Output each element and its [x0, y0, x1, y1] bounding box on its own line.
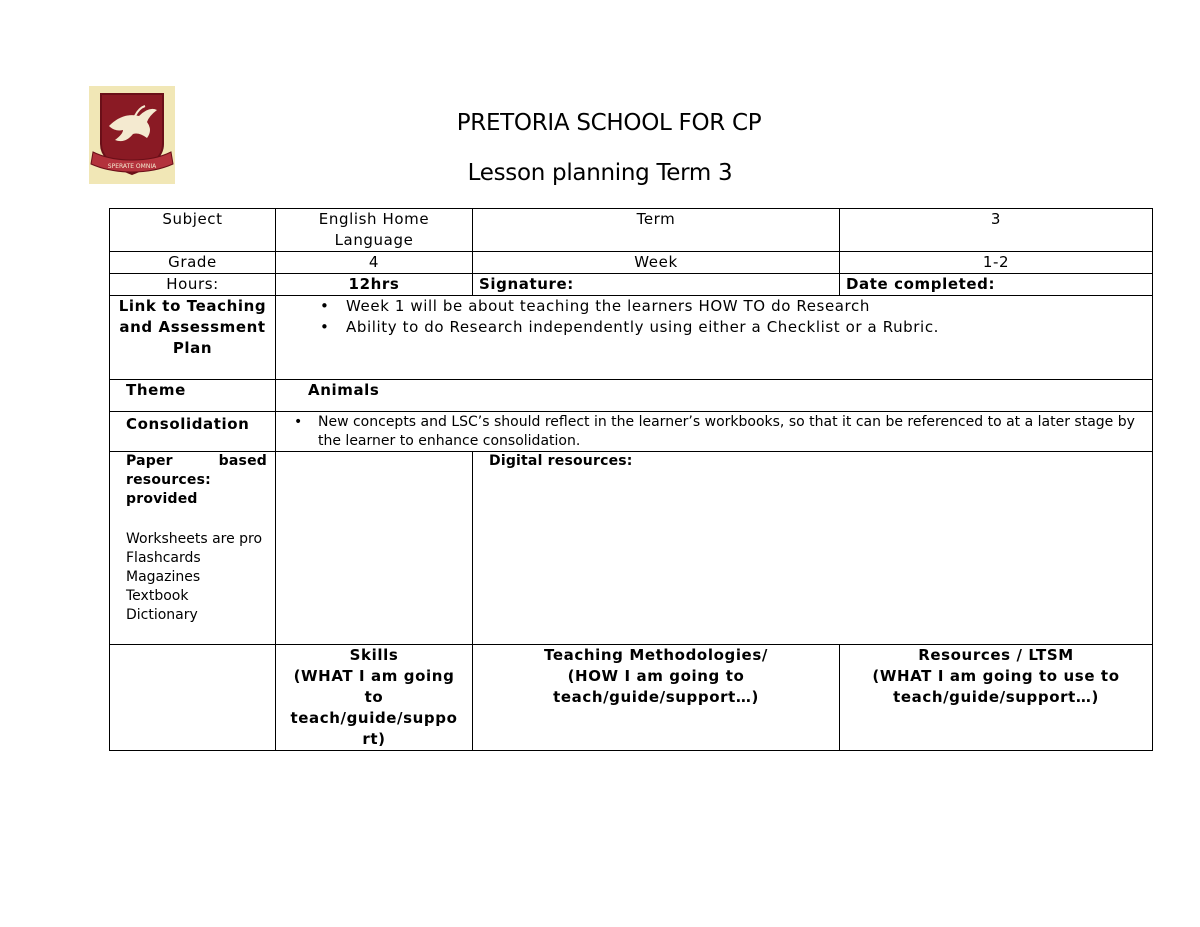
- hours-label: Hours:: [110, 274, 276, 296]
- week-value: 1-2: [840, 252, 1153, 274]
- resources-header: [840, 645, 1153, 751]
- link-label: Link to Teaching and Assessment Plan: [110, 296, 276, 380]
- term-value: 3: [840, 209, 1153, 252]
- digital-resources-label: Digital resources:: [473, 452, 1153, 645]
- list-item: Flashcards: [126, 550, 201, 566]
- consolidation-label: Consolidation: [110, 412, 276, 452]
- theme-value: Animals: [276, 380, 1153, 412]
- grade-label: Grade: [110, 252, 276, 274]
- resources-subtitle: (WHAT I am going to use to teach/guide/support…): [872, 667, 1120, 706]
- term-label: Term: [473, 209, 840, 252]
- signature-label: Signature:: [473, 274, 840, 296]
- week-label: Week: [473, 252, 840, 274]
- list-item: • Week 1 will be about teaching the learners HOW TO do Research: [346, 296, 1146, 317]
- table-row: [110, 645, 1153, 751]
- svg-text:SPERATE OMNIA: SPERATE OMNIA: [107, 163, 157, 170]
- subject-label: Subject: [110, 209, 276, 252]
- table-row: [110, 380, 1153, 412]
- skills-subtitle: (WHAT I am going to teach/guide/suppo rt): [290, 667, 458, 748]
- table-row: [110, 274, 1153, 296]
- list-item: • New concepts and LSC’s should reflect in the learner’s workbooks, so that it can be referenced to at a later stage by the learner to enhance consolidation.: [318, 413, 1146, 451]
- consolidation-content: [276, 412, 1153, 452]
- list-item: Textbook: [126, 588, 189, 604]
- table-row: [110, 452, 1153, 645]
- skills-header: [276, 645, 473, 751]
- theme-label: Theme: [110, 380, 276, 412]
- grade-value: 4: [276, 252, 473, 274]
- lesson-plan-table: [109, 208, 1153, 751]
- methods-header: [473, 645, 840, 751]
- methods-title: Teaching Methodologies/: [544, 646, 768, 664]
- blank-cell: [276, 452, 473, 645]
- consolidation-list: [282, 413, 1146, 451]
- blank-cell: [110, 645, 276, 751]
- link-list: [282, 296, 1146, 338]
- link-content: [276, 296, 1153, 380]
- table-row: [110, 412, 1153, 452]
- list-item: Dictionary: [126, 607, 198, 623]
- table-row: [110, 252, 1153, 274]
- list-item: • Ability to do Research independently using either a Checklist or a Rubric.: [346, 317, 1146, 338]
- methods-subtitle: (HOW I am going to teach/guide/support…): [553, 667, 759, 706]
- subject-value: English Home Language: [276, 209, 473, 252]
- list-item: Worksheets are pro: [126, 531, 263, 547]
- list-item: Magazines: [126, 569, 201, 585]
- date-completed-label: Date completed:: [840, 274, 1153, 296]
- hours-value: 12hrs: [276, 274, 473, 296]
- skills-title: Skills: [349, 646, 399, 664]
- paper-heading: Paper based: [126, 453, 267, 469]
- school-name: PRETORIA SCHOOL FOR CP: [456, 110, 762, 136]
- paper-heading-rest: resources: provided: [126, 472, 211, 507]
- page-title: Lesson planning Term 3: [467, 160, 733, 186]
- table-row: [110, 209, 1153, 252]
- table-row: [110, 296, 1153, 380]
- paper-list: [126, 530, 267, 625]
- resources-title: Resources / LTSM: [918, 646, 1074, 664]
- paper-resources: [110, 452, 276, 645]
